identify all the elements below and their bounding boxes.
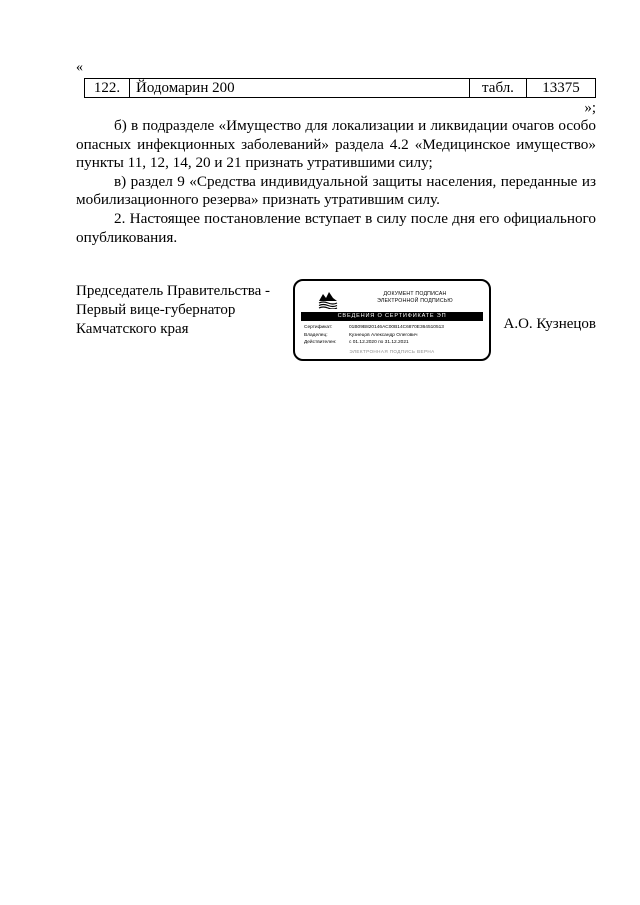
item-quantity: 13375 [527,79,596,98]
certificate-label: Сертификат: [304,325,333,330]
paragraph-v: в) раздел 9 «Средства индивидуальной защиты населения, переданные из мобилизационного резерва» признать утратившим силу. [76,172,596,209]
table-row [85,79,596,98]
stamp-band: СВЕДЕНИЯ О СЕРТИФИКАТЕ ЭП [301,312,483,321]
e-signature-stamp [293,279,491,361]
owner-row [304,332,444,340]
signer-title [76,282,270,339]
signer-line: Камчатского края [76,321,189,337]
item-number: 122. [85,79,130,98]
paragraph-2: 2. Настоящее постановление вступает в силу после дня его официального опубликования. [76,209,596,246]
closing-quote: »; [584,100,596,116]
owner-label: Владелец: [304,332,328,338]
paragraph-b: б) в подразделе «Имущество для локализации и ликвидации очагов особо опасных инфекционных заболеваний» раздела 4.2 «Медицинское имущество» пункты 11, 12, 14, 20 и 21 признать утратившими силу; [76,117,596,172]
emblem-icon [317,289,339,309]
stamp-header-line: ЭЛЕКТРОННОЙ ПОДПИСЬЮ [377,298,453,304]
item-name: Йодомарин 200 [130,79,470,98]
owner-value: Кузнецов Александр Олегович [349,332,418,338]
opening-quote: « [76,60,83,75]
certificate-row [304,324,444,332]
stamp-header [347,291,483,305]
signer-line: Первый вице-губернатор [76,302,236,318]
items-table [84,78,596,98]
stamp-details [304,324,444,347]
signer-name: А.О. Кузнецов [503,316,596,332]
signer-line: Председатель Правительства - [76,283,271,299]
item-unit: табл. [470,79,527,98]
body-text [76,117,596,247]
stamp-footer: ЭЛЕКТРОННАЯ ПОДПИСЬ ВЕРНА [349,349,435,354]
stamp-header-line: ДОКУМЕНТ ПОДПИСАН [383,291,447,297]
certificate-value: 01B09B820146AC00B14C6870E364510513 [349,325,444,330]
validity-row [304,339,444,347]
validity-value: с 01.12.2020 по 31.12.2021 [349,340,409,346]
validity-label: Действителен: [304,340,337,346]
